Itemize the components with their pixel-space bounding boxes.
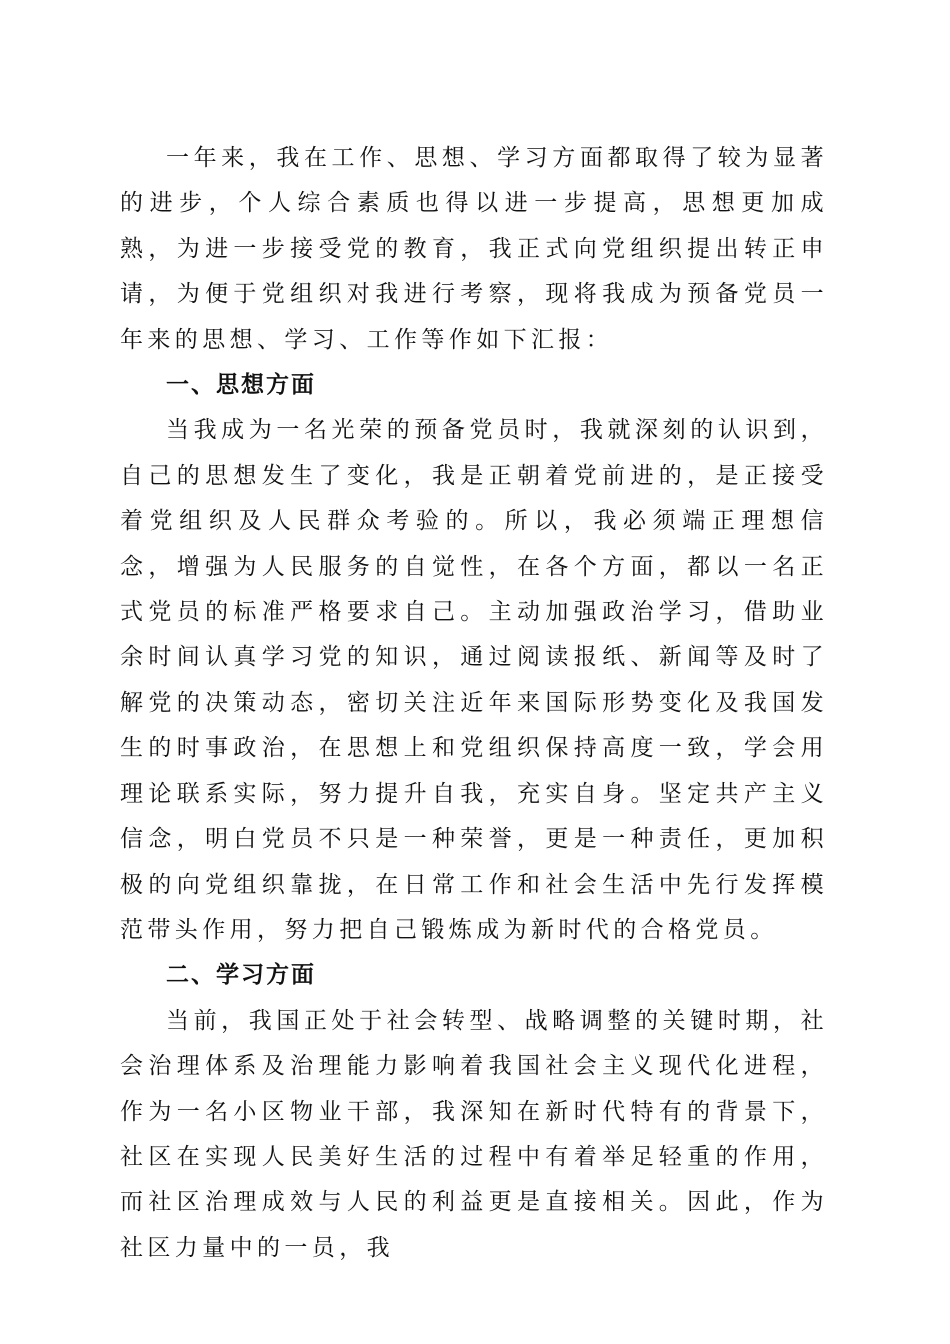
intro-paragraph: 一年来，我在工作、思想、学习方面都取得了较为显著的进步，个人综合素质也得以进一步提高，思想更加成熟，为进一步接受党的教育，我正式向党组织提出转正申请，为便于党组织对我进行考察，现将我成为预备党员一年来的思想、学习、工作等作如下汇报：: [120, 145, 828, 353]
section-heading-thought: 一、思想方面: [166, 372, 316, 399]
document-body: [120, 136, 828, 1271]
section-body-study: 当前，我国正处于社会转型、战略调整的关键时期，社会治理体系及治理能力影响着我国社会主义现代化进程，作为一名小区物业干部，我深知在新时代特有的背景下，社区在实现人民美好生活的过程中有着举足轻重的作用，而社区治理成效与人民的利益更是直接相关。因此，作为社区力量中的一员，我: [120, 1007, 828, 1261]
section-body-thought: 当我成为一名光荣的预备党员时，我就深刻的认识到，自己的思想发生了变化，我是正朝着党前进的，是正接受着党组织及人民群众考验的。所以，我必须端正理想信念，增强为人民服务的自觉性，在各个方面，都以一名正式党员的标准严格要求自己。主动加强政治学习，借助业余时间认真学习党的知识，通过阅读报纸、新闻等及时了解党的决策动态，密切关注近年来国际形势变化及我国发生的时事政治，在思想上和党组织保持高度一致，学会用理论联系实际，努力提升自我，充实自身。坚定共产主义信念，明白党员不只是一种荣誉，更是一种责任，更加积极的向党组织靠拢，在日常工作和社会生活中先行发挥模范带头作用，努力把自己锻炼成为新时代的合格党员。: [120, 417, 828, 943]
section-heading-study: 二、学习方面: [166, 962, 316, 989]
